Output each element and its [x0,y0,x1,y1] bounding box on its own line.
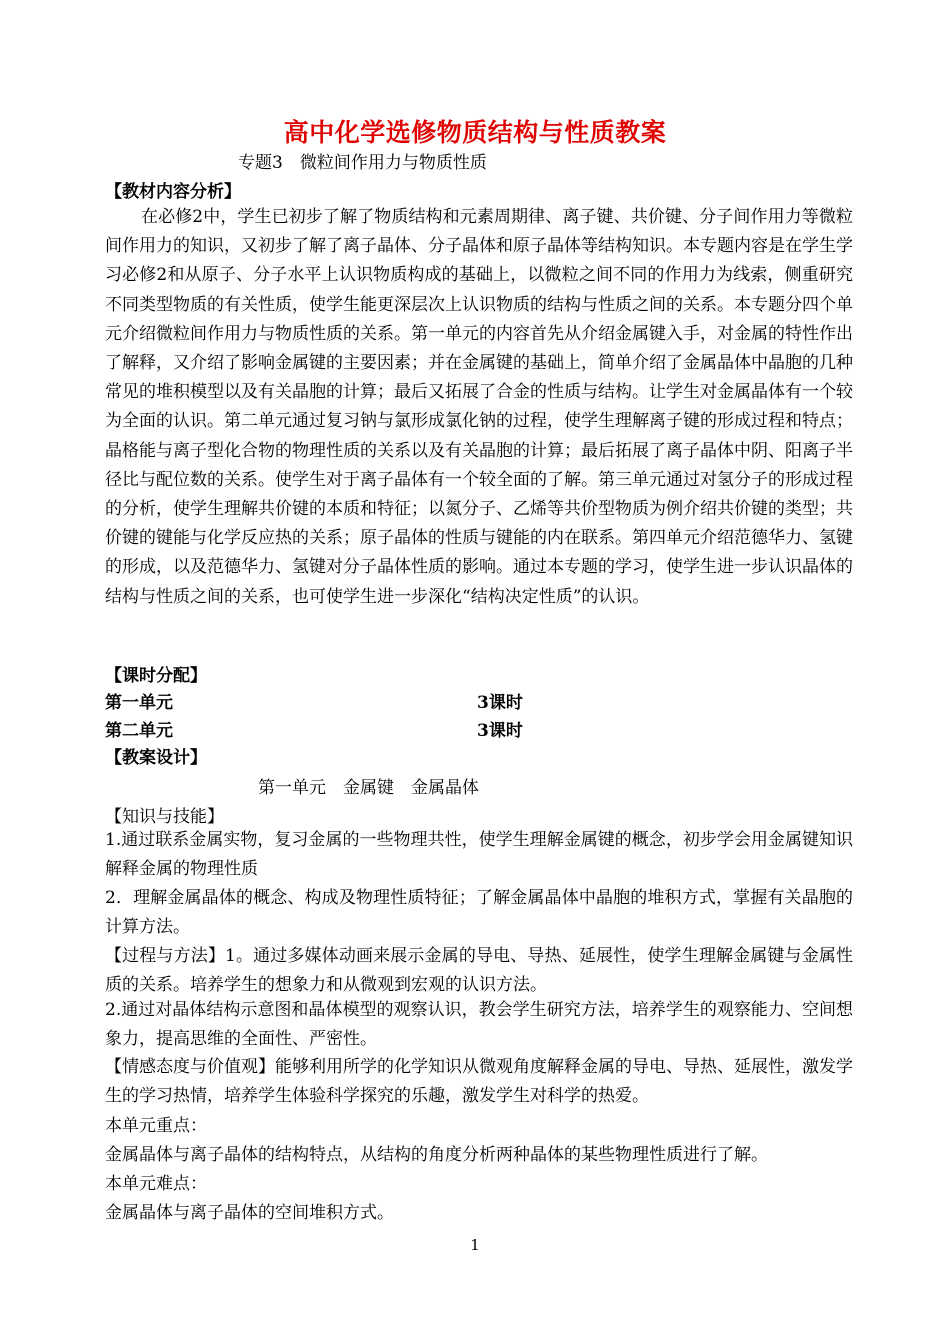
schedule-hours: 3课时 [477,721,523,741]
process-item-2: 2.通过对晶体结构示意图和晶体模型的观察认识，教会学生研究方法，培养学生的观察能力、空间想象力，提高思维的全面性、严密性。 [105,1000,853,1050]
emotion-paragraph: 【情感态度与价值观】能够利用所学的化学知识从微观角度解释金属的导电、导热、延展性，激发学生的学习热情，培养学生体验科学探究的乐趣，激发学生对科学的热爱。 [105,1057,853,1107]
document-subtitle: 专题3 微粒间作用力与物质性质 [238,153,487,173]
schedule-row [105,688,853,713]
key-text: 金属晶体与离子晶体的结构特点，从结构的角度分析两种晶体的某些物理性质进行了解。 [105,1145,768,1165]
page-number: 1 [470,1236,480,1254]
unit-title: 第一单元 金属键 金属晶体 [258,778,479,798]
section-heading-lesson-design: 【教案设计】 [105,748,207,768]
knowledge-item-2: 2．理解金属晶体的概念、构成及物理性质特征；了解金属晶体中晶胞的堆积方式，掌握有关晶胞的计算方法。 [105,888,853,938]
schedule-row [105,716,853,741]
process-item-1: 【过程与方法】1。通过多媒体动画来展示金属的导电、导热、延展性，使学生理解金属键与金属性质的关系。培养学生的想象力和从微观到宏观的认识方法。 [105,946,853,996]
schedule-unit: 第二单元 [105,721,173,741]
content-analysis-paragraph: 在必修2中，学生已初步了解了物质结构和元素周期律、离子键、共价键、分子间作用力等微粒间作用力的知识，又初步了解了离子晶体、分子晶体和原子晶体等结构知识。本专题内容是在学生学习必修2和从原子、分子水平上认识物质构成的基础上，以微粒之间不同的作用力为线索，侧重研究不同类型物质的有关性质，使学生能更深层次上认识物质的结构与性质之间的关系。本专题分四个单元介绍微粒间作用力与物质性质的关系。第一单元的内容首先从介绍金属键入手，对金属的特性作出了解释，又介绍了影响金属键的主要因素；并在金属键的基础上，简单介绍了金属晶体中晶胞的几种常见的堆积模型以及有关晶胞的计算；最后又拓展了合金的性质与结构。让学生对金属晶体有一个较为全面的认识。第二单元通过复习钠与氯形成氯化钠的过程，使学生理解离子键的形成过程和特点；晶格能与离子型化合物的物理性质的关系以及有关晶胞的计算；最后拓展了离子晶体中阴、阳离子半径比与配位数的关系。使学生对于离子晶体有一个较全面的了解。第三单元通过对氢分子的形成过程的分析，使学生理解共价键的本质和特征；以氮分子、乙烯等共价型物质为例介绍共价键的类型；共价键的键能与化学反应热的关系；原子晶体的性质与键能的内在联系。第四单元介绍范德华力、氢键的形成，以及范德华力、氢键对分子晶体性质的影响。通过本专题的学习，使学生进一步认识晶体的结构与性质之间的关系，也可使学生进一步深化“结构决定性质”的认识。 [105,207,853,607]
difficulty-text: 金属晶体与离子晶体的空间堆积方式。 [105,1203,394,1223]
key-label: 本单元重点： [105,1116,207,1136]
schedule-unit: 第一单元 [105,693,173,713]
section-heading-content-analysis: 【教材内容分析】 [105,182,241,202]
section-heading-schedule: 【课时分配】 [105,666,207,686]
document-title: 高中化学选修物质结构与性质教案 [283,118,667,147]
knowledge-item-1: 1.通过联系金属实物，复习金属的一些物理共性，使学生理解金属键的概念，初步学会用金属键知识解释金属的物理性质 [105,830,853,880]
schedule-hours: 3课时 [477,693,523,713]
difficulty-label: 本单元难点： [105,1174,207,1194]
knowledge-heading: 【知识与技能】 [105,807,224,827]
